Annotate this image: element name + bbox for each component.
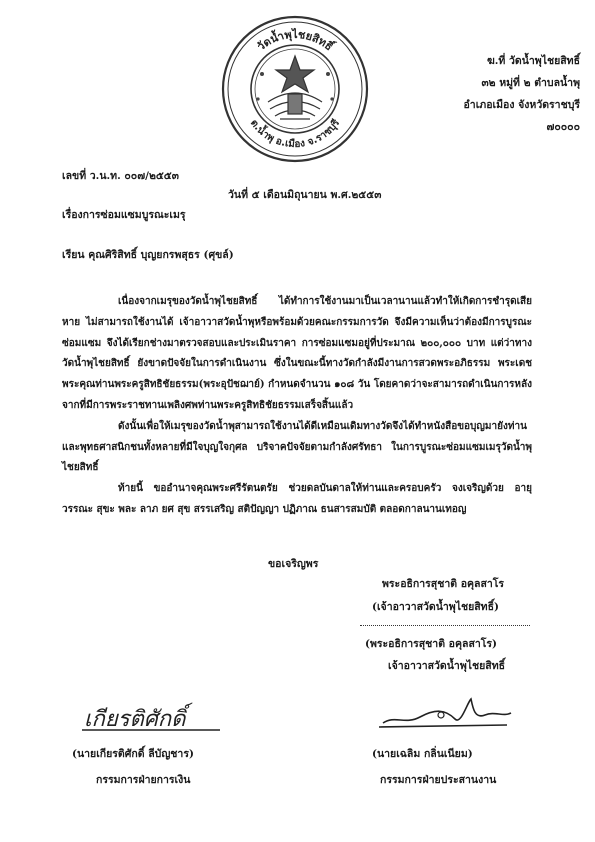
sender-address — [400, 50, 580, 138]
signature-line — [360, 625, 530, 626]
address-line-2: ๓๒ หมู่ที่ ๒ ตำบลน้ำพุ — [481, 77, 580, 89]
handwritten-signature-left — [80, 700, 230, 734]
body-paragraph-1: เนื่องจากเมรุของวัดน้ำพุไชยสิทธิ์ ได้ทำการใช้งานมาเป็นเวลานานแล้วทำให้เกิดการชำรุดเสียหาย ไม่สามารถใช้งานได้ เจ้าอาวาสวัดน้ำพุหรือพร้อมด้วยคณะกรรมการวัด จึงมีความเห็นว่าต้องมีการบูรณะซ่อมแซม จึงได้เรียกช่างมาตรวจสอบและประเมินราคา การซ่อมแซมอยู่ที่ประมาณ ๒๐๐,๐๐๐ บาท แต่ว่าทาง วัดน้ำพุไชยสิทธิ์ ยังขาดปัจจัยในการดำเนินงาน ซึ่งในขณะนี้ทางวัดกำลังมีงานการสวดพระอภิธรรม พระเดชพระคุณท่านพระครูสิทธิชัยธรรม(พระอุปัชฌาย์) กำหนดจำนวน ๑๐๘ วัน โดยคาดว่าจะสามารถดำเนินการหลังจากที่มีการพระราชทานเพลิงศพท่านพระครูสิทธิชัยธรรมเสร็จสิ้นแล้ว — [62, 296, 532, 411]
address-line-3: อำเภอเมือง จังหวัดราชบุรี — [463, 99, 580, 111]
body-paragraph-3: ท้ายนี้ ขออำนาจคุณพระศรีรัตนตรัย ช่วยดลบันดาลให้ท่านและครอบครัว จงเจริญด้วย อายุ วรรณะ สุขะ พละ ลาภ ยศ สุข สรรเสริญ สติปัญญา ปฏิภาณ ธนสารสมบัติ ตลอดกาลนานเทอญ — [62, 483, 532, 515]
address-postcode: ๗๐๐๐๐ — [546, 121, 580, 133]
letter-date: วันที่ ๕ เดือนมิถุนายน พ.ศ.๒๕๕๓ — [228, 189, 382, 201]
letter-subject: เรื่องการซ่อมแซมบูรณะเมรุ — [62, 209, 186, 221]
treasurer-position: กรรมการฝ่ายการเงิน — [96, 774, 191, 786]
address-line-1: ฆ.ที่ วัดน้ำพุไชยสิทธิ์ — [486, 55, 580, 67]
temple-seal — [220, 14, 370, 164]
coordinator-name: (นายเฉลิม กลิ่นเนียม) — [372, 748, 473, 760]
handwritten-name: เกียรติศักดิ์ — [84, 707, 186, 732]
seal-top-text: วัดน้ำพุไชยสิทธิ์ — [254, 27, 336, 54]
document-number: เลขที่ ว.น.ท. ๐๐๗/๒๕๕๓ — [62, 170, 179, 182]
handwritten-signature-right — [375, 695, 515, 731]
signatory-name: พระอธิการสุชาติ อคุลสาโร — [382, 578, 505, 590]
seal-bottom-text: ต.น้ำพุ อ.เมือง จ.ราชบุรี — [247, 117, 343, 151]
treasurer-name: (นายเกียรติศักดิ์ ลีบัญชาร) — [72, 748, 194, 760]
svg-text:วัดน้ำพุไชยสิทธิ์ — [255, 27, 338, 54]
closing-phrase: ขอเจริญพร — [268, 558, 319, 570]
signatory-position: (เจ้าอาวาสวัดน้ำพุไชยสิทธิ์) — [372, 601, 499, 613]
seal-graphic — [220, 14, 370, 164]
letter-body — [62, 292, 532, 521]
abbot-name: (พระอธิการสุชาติ อคุลสาโร) — [365, 638, 497, 650]
abbot-position: เจ้าอาวาสวัดน้ำพุไชยสิทธิ์ — [388, 660, 506, 672]
letter-salutation: เรียน คุณศิริสิทธิ์ บุญยกรพสุธร (ศุขล์) — [62, 249, 234, 261]
coordinator-position: กรรมการฝ่ายประสานงาน — [380, 774, 497, 786]
body-paragraph-2: ดังนั้นเพื่อให้เมรุของวัดน้ำพุสามารถใช้งานได้ดีเหมือนเดิมทางวัดจึงได้ทำหนังสือขอบุญมายังท่านและพุทธศาสนิกชนทั้งหลายที่มีใจบุญใจกุศล บริจาคปัจจัยตามกำลังศรัทธา ในการบูรณะซ่อมแซมเมรุวัดน้ำพุไชยสิทธิ์ — [62, 420, 532, 474]
